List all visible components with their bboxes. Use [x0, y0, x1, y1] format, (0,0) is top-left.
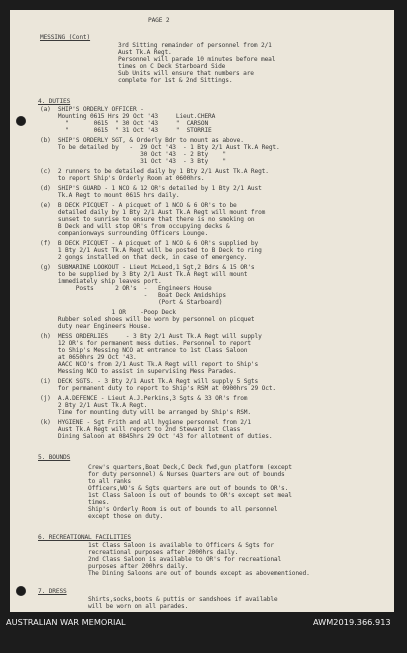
duties-line: duty near Engineers House. — [40, 323, 151, 330]
messing-line: Personnel will parade 10 minutes before meal — [118, 56, 276, 63]
bounds-line: except those on duty. — [88, 513, 164, 520]
duties-line: To be detailed by - 29 Oct '43 - 1 Bty 2/1 Aust Tk.A Regt. — [40, 144, 280, 151]
duties-line: (c) 2 runners to be detailed daily by 1 Bty 2/1 Aust Tk.A Regt. — [40, 168, 269, 175]
messing-line: Sub Units will ensure that numbers are — [118, 70, 254, 77]
document-page — [10, 10, 394, 612]
duties-line: 31 Oct '43 - 3 Bty " — [40, 158, 226, 165]
duties-line: Messing NCO to assist in supervising Mess Parades. — [40, 368, 237, 375]
duties-line: to report Ship's Orderly Room at 0600hrs. — [40, 175, 205, 182]
duties-line: (i) DECK SGTS. - 3 Bty 2/1 Aust Tk.A Regt will supply 5 Sgts — [40, 378, 259, 385]
duties-line: Mounting 0615 Hrs 29 Oct '43 Lieut.CHERA — [40, 113, 216, 120]
duties-line: (Port & Starboard) — [40, 299, 223, 306]
duties-line: to be supplied by 3 Bty 2/1 Aust Tk.A Regt will mount — [40, 271, 248, 278]
page-title: PAGE 2 — [148, 17, 170, 24]
duties-line: (h) MESS ORDERLIES - 3 Bty 2/1 Aust Tk.A Regt will supply — [40, 333, 262, 340]
dress-line: Shirts,socks,boots & puttis or sandshoes if available — [88, 596, 278, 603]
duties-line: 12 OR's for permanent mess duties. Personnel to report — [40, 340, 251, 347]
duties-line: at 0650hrs 29 Oct '43. — [40, 354, 137, 361]
duties-line: 1 Bty 2/1 Aust Tk.A Regt will be posted to B Deck to ring — [40, 247, 262, 254]
duties-line: to Ship's Messing NCO at entrance to 1st Class Saloon — [40, 347, 248, 354]
duties-line: (a) SHIP'S ORDERLY OFFICER - — [40, 106, 144, 113]
duties-line: 30 Oct '43 - 2 Bty " — [40, 151, 226, 158]
messing-line: 3rd Sitting remainder of personnel from 2/1 — [118, 42, 272, 49]
messing-line: Aust Tk.A Regt. — [118, 49, 172, 56]
duties-line: Aust Tk.A Regt will report to 2nd Steward 1st Class — [40, 426, 241, 433]
duties-line: Posts 2 OR's - Engineers House — [40, 285, 212, 292]
duties-line: Dining Saloon at 0845hrs 29 Oct '43 for allotment of duties. — [40, 433, 273, 440]
bounds-line: times. — [88, 499, 110, 506]
bounds-line: for duty personnel) & Nurses Quarters are out of bounds — [88, 471, 285, 478]
archive-footer — [0, 614, 407, 653]
duties-line: Time for mounting duty will be arranged by Ship's RSM. — [40, 409, 251, 416]
archive-name: AUSTRALIAN WAR MEMORIAL — [6, 617, 126, 627]
duties-line: (b) SHIP'S ORDERLY SGT, & Orderly Bdr to mount as above. — [40, 137, 244, 144]
dress-line: will be worn on all parades. — [88, 603, 189, 610]
bounds-line: 1st Class Saloon is out of bounds to OR's except set meal — [88, 492, 292, 499]
duties-line: Tk.A Regt to mount 0615 hrs daily. — [40, 192, 180, 199]
bounds-line: Officers,WO's & Sgts quarters are out of bounds to OR's. — [88, 485, 289, 492]
section-heading-dress: 7. DRESS — [38, 588, 67, 595]
duties-line: " 0615 " 31 Oct '43 " STORRIE — [40, 127, 212, 134]
duties-line: AACC NCO's from 2/1 Aust Tk.A Regt will report to Ship's — [40, 361, 259, 368]
duties-line: (f) B DECK PICQUET - A picquet of 1 NCO & 6 OR's supplied by — [40, 240, 259, 247]
duties-line: sunset to sunrise to ensure that there is no smoking on — [40, 216, 255, 223]
messing-line: complete for 1st & 2nd Sittings. — [118, 77, 233, 84]
duties-line: for permanent duty to report to Ship's RSM at 0900hrs 29 Oct. — [40, 385, 276, 392]
duties-line: detailed daily by 1 Bty 2/1 Aust Tk.A Regt will mount from — [40, 209, 266, 216]
duties-line: 2 gongs installed on that deck, in case of emergency. — [40, 254, 248, 261]
duties-line: - Boat Deck Amidships — [40, 292, 226, 299]
punch-hole — [16, 586, 26, 596]
duties-line: companionways surrounding Officers Lounge. — [40, 230, 209, 237]
duties-line: Rubber soled shoes will be worn by personnel on picquet — [40, 316, 255, 323]
duties-line: (k) HYGIENE - Sgt Frith and all hygiene personnel from 2/1 — [40, 419, 251, 426]
messing-line: times on C Deck Starboard Side — [118, 63, 226, 70]
punch-hole — [16, 116, 26, 126]
bounds-line: Ship's Orderly Room is out of bounds to all personnel — [88, 506, 278, 513]
duties-line: B Deck and will stop OR's from occupying decks & — [40, 223, 230, 230]
duties-line: (d) SHIP'S GUARD - 1 NCO & 12 OR's detailed by 1 Bty 2/1 Aust — [40, 185, 262, 192]
duties-line: (e) B DECK PICQUET - A picquet of 1 NCO & 6 OR's to be — [40, 202, 237, 209]
bounds-line: to all ranks — [88, 478, 131, 485]
bounds-line: Crew's quarters,Boat Deck,C Deck fwd,gun platform (except — [88, 464, 292, 471]
recreational-line: 1st Class Saloon is available to Officers & Sgts for — [88, 542, 274, 549]
recreational-line: 2nd Class Saloon is available to OR's for recreational — [88, 556, 282, 563]
section-heading-messing: MESSING (Cont) — [40, 34, 91, 41]
archive-reference: AWM2019.366.913 — [313, 617, 391, 627]
duties-line: 2 Bty 2/1 Aust Tk.A Regt. — [40, 402, 148, 409]
section-heading-duties: 4. DUTIES — [38, 98, 71, 105]
duties-line: immediately ship leaves port. — [40, 278, 162, 285]
recreational-line: purposes after 200hrs daily. — [88, 563, 189, 570]
recreational-line: The Dining Saloons are out of bounds except as abovementioned. — [88, 570, 310, 577]
section-heading-bounds: 5. BOUNDS — [38, 454, 71, 461]
duties-line: (g) SUBMARINE LOOKOUT - Lieut McLeod,1 Sgt,2 Bdrs & 15 OR's — [40, 264, 255, 271]
section-heading-recreational-facilities: 6. RECREATIONAL FACILITIES — [38, 534, 131, 541]
duties-line: (j) A.A.DEFENCE - Lieut A.J.Perkins,3 Sgts & 33 OR's from — [40, 395, 248, 402]
duties-line: " 0615 " 30 Oct '43 " CARSON — [40, 120, 209, 127]
recreational-line: recreational purposes after 2000hrs daily. — [88, 549, 239, 556]
duties-line: 1 OR -Poop Deck — [40, 309, 176, 316]
